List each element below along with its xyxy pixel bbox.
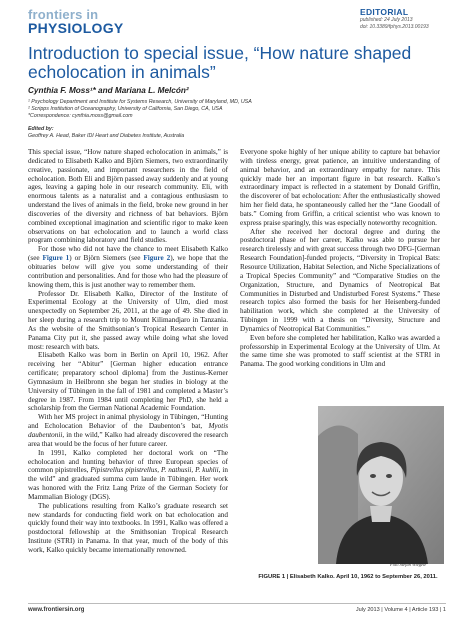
affiliation-1: ¹ Psychology Department and Institute for Systems Research, University of Maryland, MD, USA [28, 99, 252, 105]
text-run: , in the wild” and graduated summa cum laude in Tübingen. Her work was honored with the Fritz Lang Prize of the German Society for Mammalian Biology (DGS). [28, 466, 228, 501]
text-run: ), we hope that the obituaries below will give you some understanding of their contribution and personalities. And for those who had the pleasure of knowing them, this is just another way to remember them. [28, 254, 229, 289]
article-type: EDITORIAL [360, 7, 409, 17]
figure-1-caption [250, 574, 446, 581]
species-names: Pipistrellus pipistrellus, P. nathusii, P. kuhlii [90, 466, 219, 475]
body-column-right [240, 148, 440, 369]
figure-2-link[interactable]: Figure 2 [143, 254, 171, 263]
affiliation-2: ² Scripps Institution of Oceanography, University of California, San Diego, CA, USA [28, 106, 223, 113]
edited-by-label: Edited by: [28, 126, 54, 132]
text-run: With her MS project in animal physiology in Tübingen, “Hunting and Echolocation Behavior of the Daubenton’s bat, [28, 413, 228, 431]
article-meta [360, 7, 446, 30]
paragraph: The publications resulting from Kalko’s graduate research set new standards for conducting field work on bat echolocation and quickly found their way into textbooks. In 1991, Kalko was offered a postdoctoral fellowship at the Smithsonian Tropical Research Institute (STRI) in Panama. In that year, much of the body of this work, Kalko quickly became internationally renowned. [28, 501, 228, 554]
paragraph: Elisabeth Kalko was born in Berlin on April 10, 1962. After receiving her “Abitur” [German higher education entrance certificate; preparatory school diploma] from the Justinus-Kerner Gymnasium in Heilbronn she began her studies in biology at the University of Tübingen in the fall of 1981 and completed a Master’s degree in 1987. From 1984 until completing her PhD, she held a scholarship from the German National Academic Foundation. [28, 351, 228, 413]
paragraph: After she received her doctoral degree and during the postdoctoral phase of her career, Kalko was able to pursue her research tirelessly and with great success through two DFG-[German Research Foundation]-funded projects, “Diversity in Tropical Bats: Resource Utilization, Habitat Selection, and Niche Specializations of a Tropical Species Community” and “Comparative Studies on the Organization, Structure, and Dynamics of Neotropical Bat Communities in Disturbed and Undisturbed Forest Systems.” These research topics also formed the basis for her Heisenberg-funded habilitation work, which she completed at the University of Tübingen in 1999 with a thesis on “Diversity, Structure and Dynamics of Neotropical Bat Communities.” [240, 227, 440, 333]
footer-url[interactable]: www.frontiersin.org [28, 607, 85, 613]
text-run: For those who did not have the chance to meet Elisabeth Kalko (see [28, 245, 228, 263]
body-column-left [28, 148, 228, 555]
journal-logo[interactable] [28, 8, 158, 38]
logo-line-journal: PHYSIOLOGY [28, 20, 124, 36]
text-run: ) or Björn Siemers (see [69, 254, 144, 263]
paragraph: Professor Dr. Elisabeth Kalko, Director of the Institute of Experimental Ecology at the University of Ulm, died most unexpectedly on September 26, 2011, at the age of 49. She died in her sleep during a research trip to Mount Kilimandjaro in Tanzania. As the website of the Smithsonian’s Tropical Research Center in Panama City put it, she passed away while doing what she loved most: research with bats. [28, 289, 228, 351]
article-title: Introduction to special issue, “How nature shaped echolocation in animals” [28, 43, 412, 82]
edited-by-value: Geoffrey A. Head, Baker IDI Heart and Diabetes Institute, Australia [28, 133, 185, 140]
photo-credit: Foto Stefan Wiegele [390, 562, 427, 567]
published-date: published: 24 July 2013 [360, 17, 413, 23]
paragraph: Even before she completed her habilitation, Kalko was awarded a professorship in Experimental Ecology at the University of Ulm. At the same time she was promoted to staff scientist at the STRI in Panama. The good working conditions in Ulm and [240, 333, 440, 369]
caption-text: FIGURE 1 | Elisabeth Kalko. April 10, 1962 to September 26, 2011. [258, 574, 438, 580]
correspondence[interactable]: *Correspondence: cynthia.moss@gmail.com [28, 113, 133, 120]
edited-by [28, 126, 184, 140]
text-run: , in the wild,” Kalko had already discovered the research area that would be the focus of her future career. [28, 431, 228, 448]
paragraph [28, 413, 228, 448]
authors: Cynthia F. Moss¹* and Mariana L. Melcón² [28, 86, 189, 95]
journal-header [0, 0, 474, 44]
paragraph [28, 245, 228, 289]
paragraph: Everyone spoke highly of her unique ability to capture bat behavior with tireless energy, great patience, an intuitive understanding of animal behavior, and an extraordinary empathy for nature. This quickly made her an important figure in bat research. Kalko’s extraordinary impact is reflected in a statement by Donald Griffin, the discoverer of bat echolocation: After the enthusiastically showed him her field data, he spontaneously called her the “Jane Goodall of bats.” Coming from Griffin, a critical scientist who was known to express praise sparingly, this was especially noteworthy recognition. [240, 148, 440, 227]
logo-line-frontiers: frontiers in [28, 7, 99, 22]
paragraph: This special issue, “How nature shaped echolocation in animals,” is dedicated to Elisabeth Kalko and Björn Siemers, two extraordinarily creative, passionate, and important researchers in the field of echolocation. Both Eli and Björn passed away suddenly and at young ages, leaving a gaping hole in our research community. Eli, with enormous talents as a naturalist and a contagious enthusiasm to understand the lives of animals in the field, broke new ground in her discoveries of the diversity and richness of bat behaviors. Björn combined exceptional imagination and scientific rigor to make keen observations on bat echolocation and to launch a world class program combining laboratory and field studies. [28, 148, 228, 245]
paragraph [28, 449, 228, 502]
footer-citation: July 2013 | Volume 4 | Article 193 | 1 [355, 607, 446, 613]
affiliations [28, 99, 448, 121]
portrait-photo [318, 406, 444, 564]
species-name: Myotis daubentonii [28, 422, 228, 439]
figure-1-link[interactable]: Figure 1 [42, 254, 70, 263]
figure-1-photo[interactable] [318, 406, 444, 564]
text-run: In 1991, Kalko completed her doctoral work on “The echolocation and hunting behavior of three European species of common pipistrelles, [28, 448, 228, 475]
footer-divider [28, 603, 446, 604]
doi[interactable]: doi: 10.3389/fphys.2013.00193 [360, 23, 429, 30]
